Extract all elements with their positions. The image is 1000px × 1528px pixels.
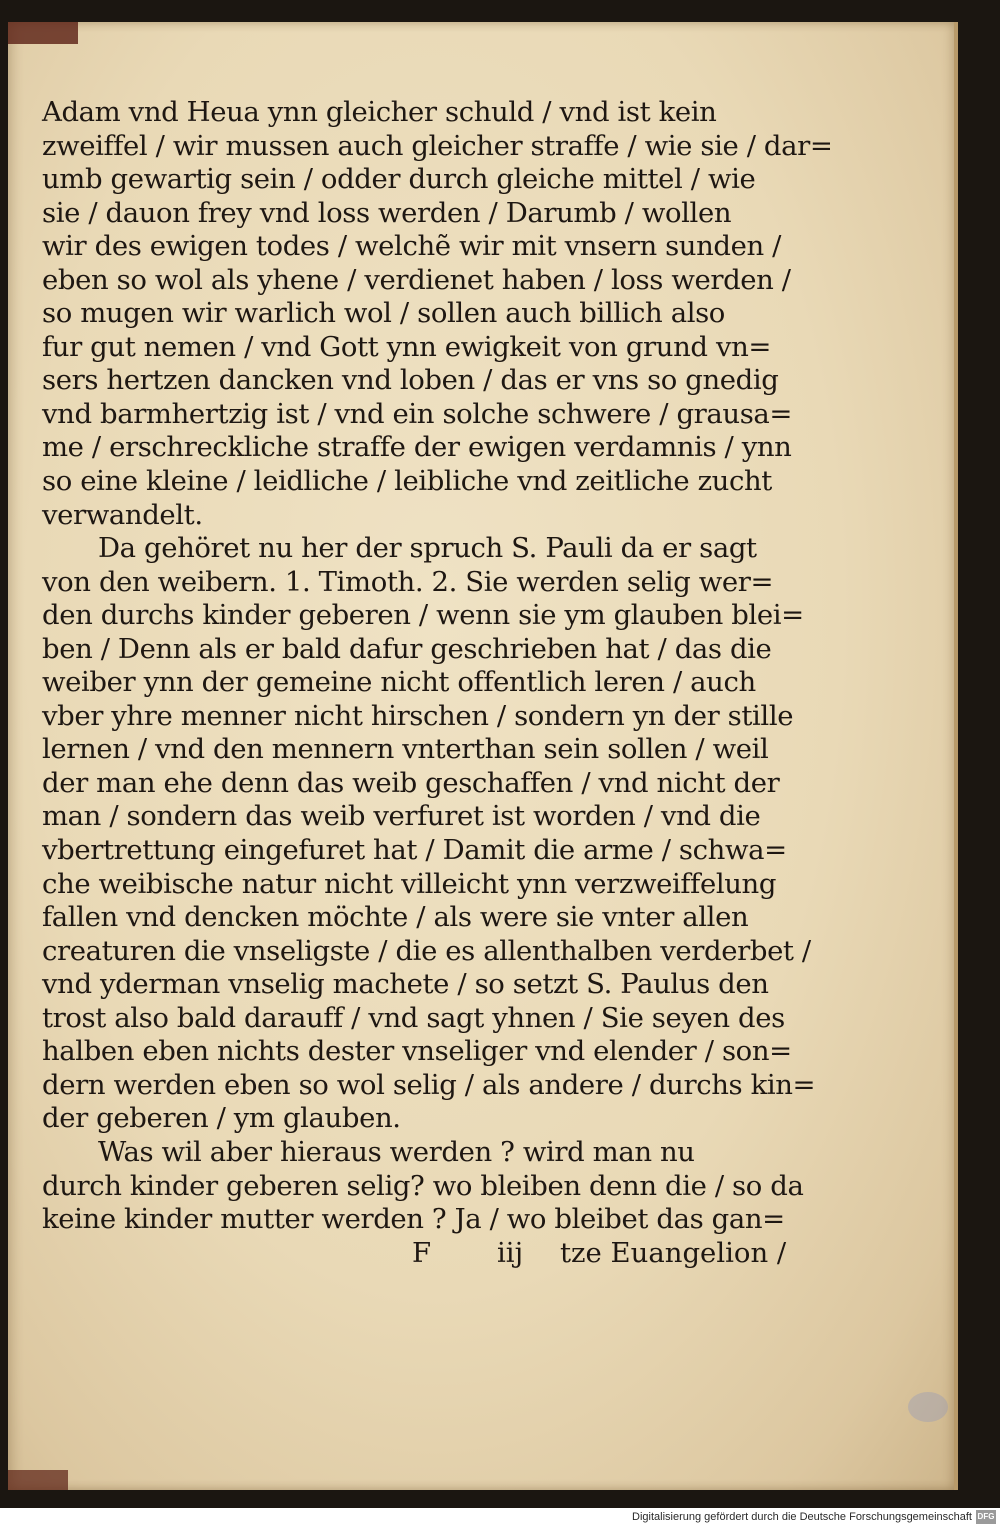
text-line: dern werden eben so wol selig / als andere / durchs kin=: [42, 1068, 816, 1101]
ink-smudge: [908, 1392, 948, 1422]
text-line: der geberen / ym glauben.: [42, 1102, 401, 1135]
text-line: vnd barmhertzig ist / vnd ein solche schwere / grausa=: [42, 397, 793, 430]
footer-credit: Digitalisierung gefördert durch die Deutsche Forschungsgemeinschaft: [632, 1511, 972, 1523]
text-line: creaturen die vnseligste / die es allenthalben verderbet /: [42, 934, 811, 967]
text-line: vbertrettung eingefuret hat / Damit die arme / schwa=: [42, 834, 787, 867]
text-line: sie / dauon frey vnd loss werden / Darumb / wollen: [42, 196, 732, 229]
text-line: fur gut nemen / vnd Gott ynn ewigkeit von grund vn=: [42, 330, 772, 363]
signature-number: iij: [497, 1236, 524, 1269]
text-line: so mugen wir warlich wol / sollen auch billich also: [42, 297, 725, 330]
signature-mark: F: [412, 1236, 432, 1269]
signature-line: [42, 1237, 822, 1271]
text-line: durch kinder geberen selig? wo bleiben denn die / so da: [42, 1169, 804, 1202]
text-line: eben so wol als yhene / verdienet haben / loss werden /: [42, 263, 791, 296]
text-line: fallen vnd dencken möchte / als were sie vnter allen: [42, 901, 749, 934]
text-line: von den weibern. 1. Timoth. 2. Sie werden selig wer=: [42, 565, 774, 598]
text-line: man / sondern das weib verfuret ist worden / vnd die: [42, 800, 761, 833]
text-line: trost also bald darauff / vnd sagt yhnen / Sie seyen des: [42, 1001, 785, 1034]
body-text: [42, 96, 833, 1270]
corner-stain-top: [8, 22, 78, 44]
text-line: wir des ewigen todes / welchẽ wir mit vnsern sunden /: [42, 230, 782, 263]
text-line: ben / Denn als er bald dafur geschrieben hat / das die: [42, 632, 772, 665]
text-line: so eine kleine / leidliche / leibliche vnd zeitliche zucht: [42, 465, 772, 498]
text-line: sers hertzen dancken vnd loben / das er vns so gnedig: [42, 364, 779, 397]
text-line: keine kinder mutter werden ? Ja / wo bleibet das gan=: [42, 1203, 785, 1236]
text-line: den durchs kinder geberen / wenn sie ym glauben blei=: [42, 599, 804, 632]
corner-stain-bottom: [8, 1470, 68, 1490]
text-line: vnd yderman vnselig machete / so setzt S. Paulus den: [42, 968, 769, 1001]
text-line: der man ehe denn das weib geschaffen / vnd nicht der: [42, 766, 780, 799]
text-line: zweiffel / wir mussen auch gleicher straffe / wie sie / dar=: [42, 129, 833, 162]
text-line: verwandelt.: [42, 498, 203, 531]
text-line: Was wil aber hieraus werden ? wird man nu: [98, 1135, 695, 1168]
text-line: lernen / vnd den mennern vnterthan sein sollen / weil: [42, 733, 769, 766]
text-line: me / erschreckliche straffe der ewigen verdamnis / ynn: [42, 431, 792, 464]
text-line: che weibische natur nicht villeicht ynn verzweiffelung: [42, 867, 777, 900]
book-page: [8, 22, 958, 1490]
catchword: tze Euangelion /: [560, 1236, 787, 1269]
text-line: vber yhre menner nicht hirschen / sondern yn der stille: [42, 699, 794, 732]
dfg-logo-icon: DFG: [976, 1510, 996, 1524]
text-line: umb gewartig sein / odder durch gleiche mittel / wie: [42, 163, 756, 196]
text-line: Da gehöret nu her der spruch S. Pauli da er sagt: [98, 532, 757, 565]
text-line: halben eben nichts dester vnseliger vnd elender / son=: [42, 1035, 792, 1068]
text-line: weiber ynn der gemeine nicht offentlich leren / auch: [42, 666, 756, 699]
page-edge: [954, 22, 958, 1490]
footer-bar: [0, 1508, 1000, 1528]
text-line: Adam vnd Heua ynn gleicher schuld / vnd ist kein: [42, 96, 717, 128]
